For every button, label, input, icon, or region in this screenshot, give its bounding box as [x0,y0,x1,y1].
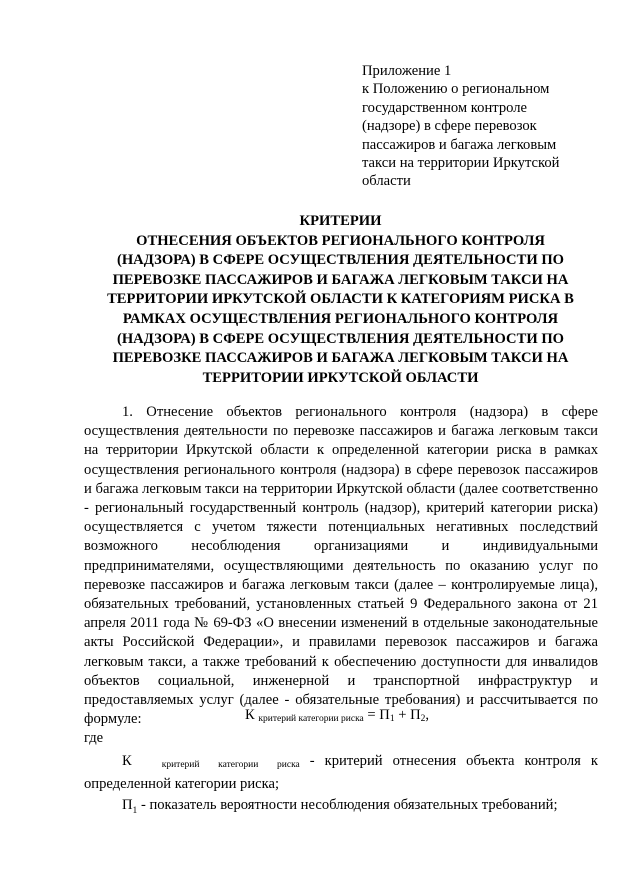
risk-formula [245,707,429,724]
formula-plus: + П [394,707,421,723]
definition-k-text: - критерий отнесения объекта контроля к определенной категории риска; [84,753,598,793]
title-line: КРИТЕРИИ [299,213,382,229]
where-label: где [84,730,104,746]
formula-p1-subscript: 1 [389,714,395,724]
formula-rhs: = П [367,707,390,723]
formula-tail: , [425,707,430,723]
appendix-line: такси на территории Иркутской [362,155,560,172]
document-title [78,212,603,388]
appendix-line: пассажиров и багажа легковым [362,136,557,153]
title-line: ПЕРЕВОЗКЕ ПАССАЖИРОВ И БАГАЖА ЛЕГКОВЫМ ТАКСИ НА [112,271,569,288]
appendix-note [362,62,602,191]
appendix-line: к Положению о региональном [362,81,550,98]
title-line: (НАДЗОРА) В СФЕРЕ ОСУЩЕСТВЛЕНИЯ ДЕЯТЕЛЬНОСТИ ПО [116,330,565,347]
appendix-line: государственном контроле [362,99,527,116]
definition-k-symbol: К [122,753,132,769]
formula-k: К [245,707,255,723]
appendix-line: Приложение 1 [362,63,452,79]
definition-p1-symbol: П [122,797,133,813]
definition-p1 [84,796,598,821]
definition-k-subscript: критерий категории риска [161,760,300,770]
title-line: РАМКАХ ОСУЩЕСТВЛЕНИЯ РЕГИОНАЛЬНОГО КОНТРОЛЯ [122,310,559,327]
appendix-line: области [362,173,411,190]
title-line: ТЕРРИТОРИИ ИРКУТСКОЙ ОБЛАСТИ [202,369,479,386]
title-line: (НАДЗОРА) В СФЕРЕ ОСУЩЕСТВЛЕНИЯ ДЕЯТЕЛЬНОСТИ ПО [116,252,565,269]
title-line: ТЕРРИТОРИИ ИРКУТСКОЙ ОБЛАСТИ К КАТЕГОРИЯМ РИСКА В [107,291,574,308]
formula-k-subscript: критерий категории риска [258,714,364,724]
definition-k [84,752,598,794]
formula-p2-subscript: 2 [420,714,426,724]
definition-p1-text: - показатель вероятности несоблюдения обязательных требований; [137,797,558,813]
title-line: ПЕРЕВОЗКЕ ПАССАЖИРОВ И БАГАЖА ЛЕГКОВЫМ ТАКСИ НА [112,350,569,367]
paragraph-1: 1. Отнесение объектов регионального контроля (надзора) в сфере осуществления деятельности по перевозке пассажиров и багажа легковым такси на территории Иркутской области к определенной категории риска в рамках осуществления регионального контроля (надзора) в сфере перевозок пассажиров и багажа легковым такси на территории Иркутской области (далее соответственно - региональный государственный контроль (надзор), критерий категории риска) осуществляется с учетом тяжести потенциальных негативных последствий возможного несоблюдения организациями и индивидуальными предпринимателями, осуществляющими деятельность по оказанию услуг по перевозке пассажиров и багажа легковым такси (далее – контролируемые лица), обязательных требований, установленных статьей 9 Федерального закона от 21 апреля 2011 года № 69-ФЗ «О внесении изменений в отдельные законодательные акты Российской Федерации», и правилами перевозок пассажиров и багажа легковым такси, а также требований к обеспечению доступности для инвалидов объектов социальной, инженерной и транспортной инфраструктур и предоставляемых услуг (далее - обязательные требования) и рассчитывается по формуле: [84,404,598,728]
appendix-line: (надзоре) в сфере перевозок [362,118,537,135]
definition-p1-subscript: 1 [132,805,138,816]
title-line: ОТНЕСЕНИЯ ОБЪЕКТОВ РЕГИОНАЛЬНОГО КОНТРОЛЯ [136,232,545,249]
